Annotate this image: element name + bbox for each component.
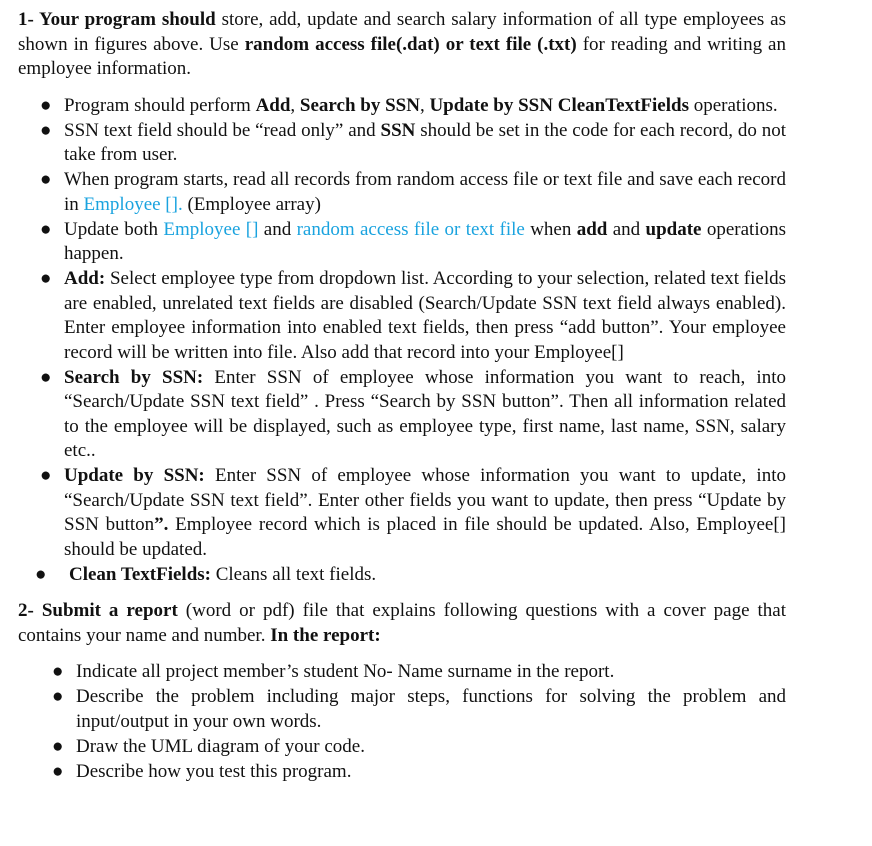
bullet-icon: ● (40, 218, 52, 240)
bullet-icon: ● (40, 465, 52, 486)
list-item: ● Draw the UML diagram of your code. (76, 735, 786, 760)
bullet-icon: ● (40, 94, 52, 116)
list-item: ● Program should perform Add, Search by SSN, Update by SSN CleanTextFields operations. (64, 94, 786, 119)
list-item: ● Add: Select employee type from dropdown list. According to your selection, related text fields are enabled, unrelated text fields are disabled (Search/Update SSN text field always enabled). Enter employee information into enabled text fields, then press “add button”. Your employee record will be written into file. Also add that record into your Employee[] (40, 268, 786, 363)
bullet-icon: ● (40, 268, 52, 289)
list-item: ● When program starts, read all records from random access file or text file and save each record in Employee []. (Employee array) (40, 169, 786, 215)
section1-intro: 1- Your program should store, add, update and search salary information of all type employees as shown in figures above. Use random access file(.dat) or text file (.txt) for reading and writing an employee information. (18, 9, 786, 79)
bullet-icon: ● (40, 169, 52, 190)
list-item: ● Indicate all project member’s student No- Name surname in the report. (76, 660, 786, 685)
bullet-icon: ● (52, 760, 64, 782)
list-item: ● Search by SSN: Enter SSN of employee whose information you want to reach, into “Search/Update SSN text field” . Press “Search by SSN button”. Then all information related to the employee will be displayed, such as employee type, first name, last name, SSN, salary etc.. (40, 366, 786, 461)
list-item: ● Describe how you test this program. (76, 760, 786, 785)
list-item: ● Update by SSN: Enter SSN of employee whose information you want to update, into “Search/Update SSN text field”. Enter other fields you want to update, then press “Update by SSN button”. Employee record which is placed in file should be updated. Also, Employee[] should be updated. (40, 465, 786, 560)
section2-intro: 2- Submit a report (word or pdf) file that explains following questions with a cover page that contains your name and number. In the report: (18, 600, 786, 646)
bullet-icon: ● (52, 661, 64, 682)
bullet-icon: ● (52, 686, 64, 707)
list-item: ● Describe the problem including major steps, functions for solving the problem and input/output in your own words. (52, 686, 786, 732)
list-item: ● Clean TextFields: Cleans all text fields. (64, 563, 786, 588)
list-item: ● Update both Employee [] and random access file or text file when add and update operations happen. (40, 218, 787, 264)
bullet-icon: ● (40, 119, 52, 141)
requirements-list (18, 94, 786, 588)
list-item: ● SSN text field should be “read only” and SSN should be set in the code for each record, do not take from user. (40, 119, 786, 165)
bullet-icon: ● (52, 735, 64, 757)
report-list (18, 660, 786, 784)
bullet-icon: ● (40, 366, 52, 388)
bullet-icon: ● (35, 563, 47, 585)
